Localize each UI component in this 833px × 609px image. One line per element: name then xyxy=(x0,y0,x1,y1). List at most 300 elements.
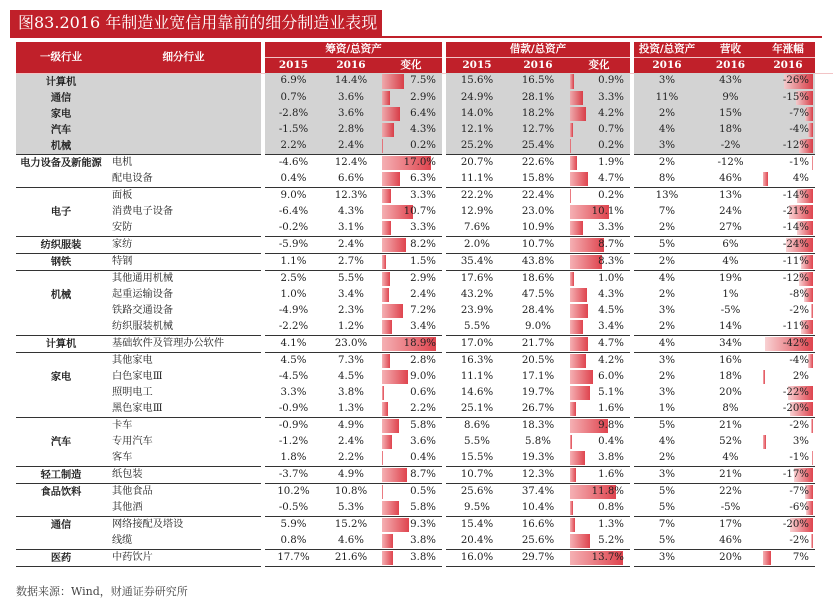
price-change-cell xyxy=(761,303,815,319)
fund-change-cell-value: 3.8% xyxy=(410,534,436,546)
fund-change-cell-value: 6.3% xyxy=(410,172,436,184)
industry-sub-cell: 家纺 xyxy=(106,236,261,253)
industry-l1-cell xyxy=(16,500,106,517)
revenue-2016-cell: 13% xyxy=(700,187,761,204)
loan-change-cell-fill xyxy=(570,156,577,170)
loan-2015-cell: 8.6% xyxy=(446,417,508,434)
industry-l1-cell: 家电 xyxy=(16,106,106,122)
price-change-cell xyxy=(761,138,815,155)
loan-change-cell-fill xyxy=(570,337,588,351)
loan-2016-cell: 26.7% xyxy=(521,402,555,414)
industry-sub-cell: 网络接配及塔设 xyxy=(106,516,261,533)
fund-change-cell xyxy=(380,154,442,171)
loan-change-cell xyxy=(568,434,630,450)
price-change-cell-value: -1% xyxy=(789,156,809,168)
price-change-cell-value: -12% xyxy=(782,272,809,284)
fund-2016-cell: 3.6% xyxy=(322,106,380,122)
fund-change-cell xyxy=(380,73,442,90)
revenue-2016-cell: 9% xyxy=(700,90,761,106)
loan-change-cell xyxy=(568,287,630,303)
fund-change-cell xyxy=(380,434,442,450)
fund-2015-cell: -2.8% xyxy=(265,106,322,122)
fund-change-cell-value: 3.6% xyxy=(410,435,436,447)
invest-2016-cell: 5% xyxy=(634,483,700,500)
table-row xyxy=(16,401,833,418)
industry-sub-cell: 专用汽车 xyxy=(112,435,153,447)
fund-2015-cell: -6.4% xyxy=(278,205,309,217)
industry-sub-cell: 白色家电Ⅲ xyxy=(112,370,163,382)
price-change-cell-fill xyxy=(763,551,771,565)
industry-sub-cell: 配电设备 xyxy=(112,172,153,184)
fund-change-cell-value: 4.3% xyxy=(410,123,436,135)
loan-2015-cell: 35.4% xyxy=(446,253,508,270)
revenue-2016-cell: 6% xyxy=(700,236,761,253)
fund-change-cell-value: 1.5% xyxy=(410,255,436,267)
loan-2015-cell: 11.1% xyxy=(460,370,494,382)
header-fund-2015: 2015 xyxy=(265,58,322,74)
industry-l1-cell xyxy=(16,401,106,418)
table-row xyxy=(16,187,833,204)
fund-change-cell-fill xyxy=(382,435,392,449)
price-change-cell xyxy=(761,253,815,270)
table-row xyxy=(16,220,833,237)
loan-2016-cell: 25.4% xyxy=(508,138,568,155)
price-change-cell xyxy=(761,401,815,418)
fund-change-cell-fill xyxy=(382,74,404,89)
loan-2016-cell: 16.6% xyxy=(508,516,568,533)
fund-change-cell-value: 2.9% xyxy=(410,272,436,284)
price-change-cell-value: -4% xyxy=(789,354,809,366)
revenue-2016-cell: 24% xyxy=(719,205,742,217)
loan-2015-cell: 16.0% xyxy=(446,549,508,566)
price-change-cell-value: -17% xyxy=(782,468,809,480)
invest-2016-cell: 2% xyxy=(658,288,676,300)
fund-change-cell-fill xyxy=(382,320,392,334)
loan-2016-cell: 47.5% xyxy=(521,288,555,300)
invest-2016-cell: 3% xyxy=(658,386,676,398)
industry-sub-cell: 起重运输设备 xyxy=(112,288,174,300)
revenue-2016-cell: 4% xyxy=(700,253,761,270)
revenue-2016-cell: 17% xyxy=(700,516,761,533)
industry-l1-cell xyxy=(16,319,106,336)
price-change-cell xyxy=(761,220,815,237)
fund-2016-cell: 12.4% xyxy=(322,154,380,171)
fund-change-cell xyxy=(380,287,442,303)
fund-2016-cell: 2.2% xyxy=(338,451,364,463)
fund-2015-cell: 9.0% xyxy=(265,187,322,204)
fund-change-cell-fill xyxy=(382,221,391,235)
loan-change-cell-fill xyxy=(570,501,573,515)
loan-change-cell-value: 8.3% xyxy=(598,255,624,267)
fund-2015-cell: 1.8% xyxy=(280,451,307,463)
loan-2015-cell: 17.6% xyxy=(446,270,508,287)
loan-2015-cell: 2.0% xyxy=(446,236,508,253)
fund-change-cell xyxy=(380,516,442,533)
loan-2016-cell: 28.1% xyxy=(508,90,568,106)
loan-change-cell xyxy=(568,187,630,204)
loan-change-cell xyxy=(568,106,630,122)
fund-change-cell xyxy=(380,171,442,188)
invest-2016-cell: 7% xyxy=(634,516,700,533)
price-change-cell xyxy=(761,417,815,434)
loan-2015-cell: 17.0% xyxy=(446,335,508,352)
fund-2015-cell: 1.1% xyxy=(265,253,322,270)
loan-change-cell-value: 1.9% xyxy=(598,156,624,168)
loan-change-cell-value: 8.7% xyxy=(598,238,624,250)
industry-sub-cell: 其他酒 xyxy=(112,501,143,513)
fund-change-cell-value: 3.3% xyxy=(410,221,436,233)
price-change-cell-value: -22% xyxy=(782,386,809,398)
loan-change-cell-value: 3.3% xyxy=(598,91,624,103)
table-row xyxy=(16,483,833,500)
table-row xyxy=(16,417,833,434)
header-loan-2015: 2015 xyxy=(446,58,508,74)
fund-2016-cell: 10.8% xyxy=(322,483,380,500)
industry-sub-cell: 基础软件及管理办公软件 xyxy=(106,335,261,352)
loan-2016-cell: 29.7% xyxy=(508,549,568,566)
fund-2015-cell: -0.9% xyxy=(278,402,309,414)
table-row xyxy=(16,516,833,533)
industry-l1-cell xyxy=(16,270,106,287)
fund-change-cell-value: 18.9% xyxy=(403,337,436,349)
price-change-cell-value: -1% xyxy=(789,451,809,463)
header-fund-change: 变化 xyxy=(380,58,442,74)
industry-sub-cell: 铁路交通设备 xyxy=(112,304,174,316)
fund-change-cell-fill xyxy=(382,501,399,515)
loan-change-cell-fill xyxy=(570,74,574,89)
price-change-cell-fill xyxy=(811,304,813,318)
industry-sub-cell: 特钢 xyxy=(106,253,261,270)
table-body xyxy=(16,73,833,566)
loan-change-cell-fill xyxy=(570,468,576,482)
fund-2016-cell: 3.8% xyxy=(338,386,364,398)
fund-2016-cell: 23.0% xyxy=(322,335,380,352)
loan-change-cell xyxy=(568,220,630,237)
loan-change-cell xyxy=(568,401,630,418)
fund-2015-cell: 4.5% xyxy=(265,352,322,369)
industry-sub-cell xyxy=(106,138,261,155)
fund-change-cell-fill xyxy=(382,370,408,384)
invest-2016-cell: 5% xyxy=(658,534,676,546)
industry-l1-cell xyxy=(16,187,106,204)
invest-2016-cell: 2% xyxy=(658,320,676,332)
industry-sub-cell: 客车 xyxy=(112,451,133,463)
fund-2016-cell: 3.1% xyxy=(338,221,364,233)
loan-change-cell-value: 0.9% xyxy=(598,75,624,87)
fund-change-cell-value: 7.5% xyxy=(410,75,436,87)
loan-change-cell xyxy=(568,138,630,155)
revenue-2016-cell: 21% xyxy=(700,417,761,434)
loan-2015-cell: 12.9% xyxy=(460,205,494,217)
price-change-cell xyxy=(761,466,815,483)
fund-2016-cell: 4.5% xyxy=(338,370,364,382)
loan-change-cell-value: 0.7% xyxy=(598,123,624,135)
fund-change-cell-fill xyxy=(382,354,390,368)
industry-l1-cell: 电力设备及新能源 xyxy=(16,154,106,171)
table-row xyxy=(16,73,833,90)
fund-2015-cell: -4.9% xyxy=(278,304,309,316)
loan-2015-cell: 22.2% xyxy=(446,187,508,204)
industry-sub-cell xyxy=(106,73,261,90)
loan-change-cell-value: 4.2% xyxy=(598,107,624,119)
loan-change-cell-value: 5.1% xyxy=(598,386,624,398)
table-row xyxy=(16,385,833,401)
table-row xyxy=(16,154,833,171)
price-change-cell-value: -14% xyxy=(782,221,809,233)
fund-change-cell-fill xyxy=(382,107,400,121)
loan-2016-cell: 43.8% xyxy=(508,253,568,270)
header-revenue: 营收 xyxy=(700,42,761,58)
industry-l1-cell: 钢铁 xyxy=(16,253,106,270)
loan-change-cell-value: 4.5% xyxy=(598,304,624,316)
fund-2015-cell: 0.7% xyxy=(265,90,322,106)
header-loan-change: 变化 xyxy=(568,58,630,74)
loan-change-cell-value: 1.6% xyxy=(598,402,624,414)
industry-l1-cell xyxy=(16,417,106,434)
loan-2015-cell: 20.7% xyxy=(446,154,508,171)
fund-2015-cell: 1.0% xyxy=(280,288,307,300)
fund-change-cell xyxy=(380,303,442,319)
table-row xyxy=(16,90,833,106)
fund-change-cell-value: 5.8% xyxy=(410,501,436,513)
price-change-cell-value: -20% xyxy=(782,518,809,530)
loan-change-cell xyxy=(568,385,630,401)
loan-change-cell-fill xyxy=(570,172,588,186)
industry-l1-cell: 家电 xyxy=(50,370,72,383)
price-change-cell-value: -2% xyxy=(789,304,809,316)
loan-2016-cell: 21.7% xyxy=(508,335,568,352)
revenue-2016-cell: -5% xyxy=(720,501,741,513)
price-change-cell-value: 3% xyxy=(792,435,809,447)
industry-sub-cell: 电机 xyxy=(106,154,261,171)
loan-2015-cell: 14.0% xyxy=(446,106,508,122)
loan-change-cell xyxy=(568,303,630,319)
loan-change-cell xyxy=(568,154,630,171)
revenue-2016-cell: 15% xyxy=(700,106,761,122)
fund-change-cell-value: 10.7% xyxy=(403,205,436,217)
loan-change-cell-fill xyxy=(570,107,586,121)
price-change-cell xyxy=(761,236,815,253)
loan-change-cell-value: 1.6% xyxy=(598,468,624,480)
fund-change-cell-value: 3.8% xyxy=(410,551,436,563)
loan-2015-cell: 25.6% xyxy=(446,483,508,500)
revenue-2016-cell: 18% xyxy=(719,370,742,382)
loan-change-cell-fill xyxy=(570,386,590,400)
revenue-2016-cell: 1% xyxy=(722,288,739,300)
fund-2015-cell: -0.9% xyxy=(265,417,322,434)
industry-l1-cell: 纺织服装 xyxy=(16,236,106,253)
loan-change-cell-fill xyxy=(570,451,585,465)
industry-l1-cell: 通信 xyxy=(16,516,106,533)
fund-change-cell xyxy=(380,466,442,483)
table-row xyxy=(16,138,833,155)
table-row xyxy=(16,500,833,517)
loan-2016-cell: 28.4% xyxy=(521,304,555,316)
fund-change-cell-value: 0.4% xyxy=(410,451,436,463)
loan-change-cell-fill xyxy=(570,91,583,105)
industry-l1-cell: 计算机 xyxy=(16,73,106,90)
loan-change-cell xyxy=(568,171,630,188)
loan-2015-cell: 25.2% xyxy=(446,138,508,155)
fund-2015-cell: 2.2% xyxy=(265,138,322,155)
fund-change-cell xyxy=(380,106,442,122)
loan-change-cell-value: 10.1% xyxy=(591,205,624,217)
price-change-cell-value: -26% xyxy=(782,75,809,87)
loan-2015-cell: 15.6% xyxy=(446,73,508,90)
fund-change-cell-fill xyxy=(382,419,399,433)
loan-change-cell xyxy=(568,335,630,352)
header-invest-2016: 2016 xyxy=(634,58,700,74)
price-change-cell-value: -7% xyxy=(789,485,809,497)
revenue-2016-cell: 14% xyxy=(719,320,742,332)
loan-change-cell xyxy=(568,270,630,287)
source-note: 数据来源：Wind，财通证券研究所 xyxy=(16,585,188,598)
fund-change-cell-fill xyxy=(382,551,393,565)
invest-2016-cell: 2% xyxy=(658,370,676,382)
fund-2015-cell: 4.1% xyxy=(265,335,322,352)
loan-2015-cell: 15.5% xyxy=(460,451,494,463)
fund-2015-cell: 3.3% xyxy=(280,386,307,398)
header-price-change: 年涨幅 xyxy=(761,42,815,58)
revenue-2016-cell: 8% xyxy=(722,402,739,414)
fund-2016-cell: 2.4% xyxy=(322,236,380,253)
loan-change-cell-value: 9.8% xyxy=(598,419,624,431)
loan-2015-cell: 20.4% xyxy=(460,534,494,546)
loan-change-cell xyxy=(568,236,630,253)
loan-change-cell-value: 0.2% xyxy=(598,189,624,201)
industry-sub-cell: 线缆 xyxy=(112,534,133,546)
loan-2016-cell: 18.6% xyxy=(508,270,568,287)
industry-l1-cell xyxy=(16,220,106,237)
price-change-cell xyxy=(761,270,815,287)
revenue-2016-cell: 52% xyxy=(719,435,742,447)
invest-2016-cell: 2% xyxy=(634,106,700,122)
loan-change-cell-fill xyxy=(570,435,572,449)
fund-change-cell-value: 8.7% xyxy=(410,468,436,480)
table-row xyxy=(16,253,833,270)
price-change-cell-fill xyxy=(808,354,813,368)
loan-change-cell xyxy=(568,90,630,106)
loan-change-cell-fill xyxy=(570,320,583,334)
industry-table xyxy=(16,42,833,567)
revenue-2016-cell: -2% xyxy=(700,138,761,155)
price-change-cell-value: -14% xyxy=(782,189,809,201)
loan-change-cell-fill xyxy=(570,518,575,532)
loan-change-cell-value: 4.3% xyxy=(598,288,624,300)
fund-2015-cell: -3.7% xyxy=(265,466,322,483)
fund-2015-cell: -4.6% xyxy=(265,154,322,171)
invest-2016-cell: 3% xyxy=(634,466,700,483)
table-row xyxy=(16,303,833,319)
invest-2016-cell: 3% xyxy=(634,73,700,90)
loan-2015-cell: 5.5% xyxy=(464,320,490,332)
fund-change-cell-fill xyxy=(382,139,383,153)
loan-change-cell-value: 4.2% xyxy=(598,354,624,366)
loan-2016-cell: 12.7% xyxy=(508,122,568,138)
loan-2015-cell: 12.1% xyxy=(446,122,508,138)
fund-change-cell-value: 3.4% xyxy=(410,320,436,332)
loan-2016-cell: 18.2% xyxy=(508,106,568,122)
fund-change-cell-fill xyxy=(382,485,383,499)
fund-2015-cell: 0.4% xyxy=(280,172,307,184)
industry-l1-cell xyxy=(16,171,106,188)
loan-2016-cell: 10.9% xyxy=(521,221,555,233)
invest-2016-cell: 11% xyxy=(634,90,700,106)
title-rule xyxy=(10,36,822,38)
industry-l1-cell: 机械 xyxy=(16,138,106,155)
loan-2016-cell: 25.6% xyxy=(521,534,555,546)
price-change-cell xyxy=(761,335,815,352)
invest-2016-cell: 2% xyxy=(658,451,676,463)
fund-change-cell xyxy=(380,369,442,385)
loan-change-cell xyxy=(568,533,630,550)
loan-2016-cell: 10.7% xyxy=(508,236,568,253)
fund-change-cell xyxy=(380,385,442,401)
fund-change-cell xyxy=(380,549,442,566)
table-row xyxy=(16,204,833,220)
loan-change-cell-value: 3.3% xyxy=(598,221,624,233)
price-change-cell xyxy=(761,352,815,369)
loan-change-cell-value: 1.3% xyxy=(598,518,624,530)
industry-sub-cell: 其他食品 xyxy=(106,483,261,500)
price-change-cell xyxy=(761,549,815,566)
revenue-2016-cell: 27% xyxy=(719,221,742,233)
loan-change-cell-value: 0.8% xyxy=(598,501,624,513)
revenue-2016-cell: 16% xyxy=(700,352,761,369)
fund-2015-cell: -1.5% xyxy=(265,122,322,138)
fund-2015-cell: -5.9% xyxy=(265,236,322,253)
fund-2015-cell: 5.9% xyxy=(265,516,322,533)
price-change-cell-value: -7% xyxy=(789,107,809,119)
price-change-cell-value: -12% xyxy=(782,139,809,151)
table-row xyxy=(16,319,833,336)
fund-2016-cell: 2.4% xyxy=(322,138,380,155)
invest-2016-cell: 8% xyxy=(658,172,676,184)
fund-2016-cell: 1.2% xyxy=(338,320,364,332)
industry-sub-cell: 中药饮片 xyxy=(106,549,261,566)
price-change-cell-value: -20% xyxy=(782,402,809,414)
loan-change-cell-value: 0.4% xyxy=(598,435,624,447)
fund-2015-cell: -0.5% xyxy=(278,501,309,513)
industry-sub-cell xyxy=(106,90,261,106)
invest-2016-cell: 4% xyxy=(658,435,676,447)
loan-2015-cell: 7.6% xyxy=(464,221,490,233)
loan-change-cell-value: 4.7% xyxy=(598,172,624,184)
fund-2016-cell: 1.3% xyxy=(338,402,364,414)
price-change-cell-fill xyxy=(763,370,765,384)
fund-2015-cell: -2.2% xyxy=(278,320,309,332)
fund-change-cell-value: 8.2% xyxy=(410,238,436,250)
fund-change-cell-fill xyxy=(382,255,386,269)
price-change-cell-fill xyxy=(811,419,813,433)
fund-2016-cell: 5.3% xyxy=(338,501,364,513)
price-change-cell-value: -11% xyxy=(782,255,809,267)
loan-2016-cell: 9.0% xyxy=(525,320,551,332)
header-industry-sub: 细分行业 xyxy=(106,42,261,73)
header-loan-2016: 2016 xyxy=(508,58,568,74)
loan-2016-cell: 23.0% xyxy=(521,205,555,217)
price-change-cell xyxy=(761,516,815,533)
price-change-cell xyxy=(761,187,815,204)
fund-change-cell-fill xyxy=(382,304,403,318)
price-change-cell xyxy=(761,369,815,385)
industry-l1-cell xyxy=(16,385,106,401)
fund-change-cell-fill xyxy=(382,91,390,105)
fund-change-cell xyxy=(380,401,442,418)
loan-change-cell-fill xyxy=(570,534,590,548)
table-row xyxy=(16,236,833,253)
revenue-2016-cell: 46% xyxy=(719,534,742,546)
